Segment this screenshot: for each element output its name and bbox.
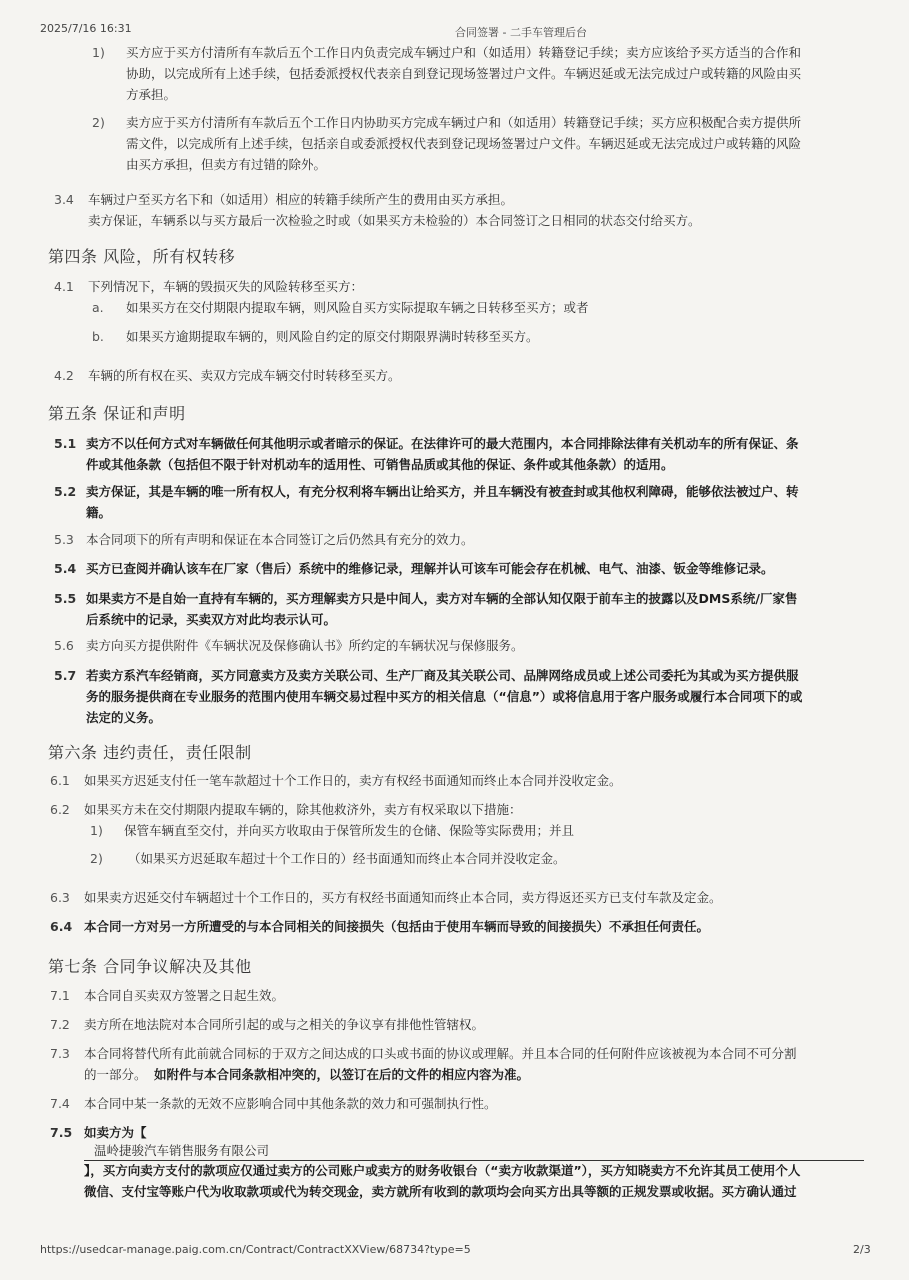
- clause-number: 6.2: [50, 802, 70, 817]
- section-5-heading: 第五条 保证和声明: [48, 404, 186, 423]
- clause-number: a.: [92, 300, 104, 315]
- clause-number: 7.2: [50, 1017, 70, 1032]
- clause-number: 4.1: [54, 279, 74, 294]
- clause-number: 2): [90, 851, 103, 866]
- clause-number: 5.6: [54, 638, 74, 653]
- clause-text: 卖方保证，其是车辆的唯一所有权人，有充分权利将车辆出让给买方，并且车辆没有被查封或其他权利障碍，能够依法被过户、转 籍。: [86, 484, 799, 520]
- clause-text: 买方已查阅并确认该车在厂家（售后）系统中的维修记录，理解并认可该车可能会存在机械、电气、油漆、钣金等维修记录。: [86, 561, 774, 576]
- clause-text: 下列情况下，车辆的毁损灭失的风险转移至买方：: [88, 279, 364, 294]
- clause-text: 本合同项下的所有声明和保证在本合同签订之后仍然具有充分的效力。: [86, 532, 474, 547]
- clause-number: 5.7: [54, 668, 77, 683]
- clause-number: 7.4: [50, 1096, 70, 1111]
- clause-text: 本合同中某一条款的无效不应影响合同中其他条款的效力和可强制执行性。: [84, 1096, 497, 1111]
- clause-number: 5.1: [54, 436, 77, 451]
- clause-text: 卖方应于买方付清所有车款后五个工作日内协助买方完成车辆过户和（如适用）转籍登记手续；买方应积极配合卖方提供所 需文件，以完成所有上述手续，包括亲自或委派授权代表到登记现场签署过户文件。车辆迟延或无法完成过户或转籍的风险 由买方承担，但卖方有过错的除外。: [126, 115, 802, 172]
- clause-text: 若卖方系汽车经销商，买方同意卖方及卖方关联公司、生产厂商及其关联公司、品牌网络成员或上述公司委托为其或为买方提供服 务的服务提供商在专业服务的范围内使用车辆交易过程中买方的相关信息（“信息”）或将信息用于客户服务或履行本合同项下的或 法定的义务。: [86, 668, 803, 725]
- clause-number: 4.2: [54, 368, 74, 383]
- clause-text: 本合同将替代所有此前就合同标的于双方之间达成的口头或书面的协议或理解。并且本合同的任何附件应该被视为本合同不可分割 的一部分。: [84, 1046, 797, 1082]
- section-4-heading: 第四条 风险，所有权转移: [48, 247, 236, 266]
- clause-text: 】，买方向卖方支付的款项应仅通过卖方的公司账户或卖方的财务收银台（“卖方收款渠道”），买方知晓卖方不允许其员工使用个人 微信、支付宝等账户代为收取款项或代为转交现金，卖方就所有收到的款项均会向买方出具等额的正规发票或收据。买方确认通过: [84, 1163, 801, 1199]
- print-date: 2025/7/16 16:31: [40, 22, 132, 35]
- clause-number: 5.2: [54, 484, 77, 499]
- clause-text: 车辆的所有权在买、卖双方完成车辆交付时转移至买方。: [88, 368, 401, 383]
- clause-number: 6.1: [50, 773, 70, 788]
- clause-text: 如果买方迟延支付任一笔车款超过十个工作日的，卖方有权经书面通知而终止本合同并没收定金。: [84, 773, 622, 788]
- section-7-heading: 第七条 合同争议解决及其他: [48, 957, 252, 976]
- clause-text: 本合同自买卖双方签署之日起生效。: [84, 988, 285, 1003]
- clause-number: 2): [92, 115, 105, 130]
- clause-text: 如果买方在交付期限内提取车辆，则风险自买方实际提取车辆之日转移至买方；或者: [126, 300, 589, 315]
- clause-number: 1): [90, 823, 103, 838]
- clause-number: 5.3: [54, 532, 74, 547]
- clause-text: 车辆过户至买方名下和（如适用）相应的转籍手续所产生的费用由买方承担。 卖方保证，车辆系以与买方最后一次检验之时或（如果买方未检验的）本合同签订之日相同的状态交付给买方。: [88, 192, 701, 228]
- clause-text: 如果卖方不是自始一直持有车辆的，买方理解卖方只是中间人，卖方对车辆的全部认知仅限于前车主的披露以及DMS系统/厂家售 后系统中的记录，买卖双方对此均表示认可。: [86, 591, 798, 627]
- clause-number: 5.5: [54, 591, 77, 606]
- clause-text: 卖方所在地法院对本合同所引起的或与之相关的争议享有排他性管辖权。: [84, 1017, 485, 1032]
- clause-text: 如卖方为【: [84, 1125, 147, 1140]
- clause-number: 1): [92, 45, 105, 60]
- page-header-title: 合同签署 - 二手车管理后台: [455, 26, 587, 39]
- clause-number: 3.4: [54, 192, 74, 207]
- section-6-heading: 第六条 违约责任，责任限制: [48, 743, 252, 762]
- clause-number: 7.1: [50, 988, 70, 1003]
- clause-text: 买方应于买方付清所有车款后五个工作日内负责完成车辆过户和（如适用）转籍登记手续；卖方应该给予买方适当的合作和 协助，以完成所有上述手续，包括委派授权代表亲自到登记现场签署过户文件。车辆迟延或无法完成过户或转籍的风险由买 方承担。: [126, 45, 802, 102]
- clause-text: 如果买方逾期提取车辆的，则风险自约定的原交付期限界满时转移至买方。: [126, 329, 539, 344]
- clause-text: 如附件与本合同条款相冲突的，以签订在后的文件的相应内容为准。: [154, 1067, 530, 1082]
- clause-text: 本合同一方对另一方所遭受的与本合同相关的间接损失（包括由于使用车辆而导致的间接损失）不承担任何责任。: [84, 919, 710, 934]
- seller-name-text: 温岭捷骏汽车销售服务有限公司: [94, 1143, 270, 1158]
- clause-text: 如果卖方迟延交付车辆超过十个工作日的，买方有权经书面通知而终止本合同，卖方得返还买方已支付车款及定金。: [84, 890, 722, 905]
- clause-number: b.: [92, 329, 104, 344]
- clause-text: 保管车辆直至交付，并向买方收取由于保管所发生的仓储、保险等实际费用；并且: [124, 823, 575, 838]
- clause-text: 卖方不以任何方式对车辆做任何其他明示或者暗示的保证。在法律许可的最大范围内，本合同排除法律有关机动车的所有保证、条 件或其他条款（包括但不限于针对机动车的适用性、可销售品质或其他的保证、条件或其他条款）的适用。: [86, 436, 799, 472]
- clause-text: 如果买方未在交付期限内提取车辆的，除其他救济外，卖方有权采取以下措施：: [84, 802, 522, 817]
- clause-number: 6.4: [50, 919, 73, 934]
- clause-text: 卖方向买方提供附件《车辆状况及保修确认书》所约定的车辆状况与保修服务。: [86, 638, 524, 653]
- footer-url: https://usedcar-manage.paig.com.cn/Contract/ContractXXView/68734?type=5: [40, 1243, 471, 1256]
- clause-number: 6.3: [50, 890, 70, 905]
- clause-number: 7.3: [50, 1046, 70, 1061]
- clause-number: 5.4: [54, 561, 77, 576]
- clause-number: 7.5: [50, 1125, 73, 1140]
- page-number: 2/3: [853, 1243, 871, 1256]
- clause-text: （如果买方迟延取车超过十个工作日的）经书面通知而终止本合同并没收定金。: [128, 851, 566, 866]
